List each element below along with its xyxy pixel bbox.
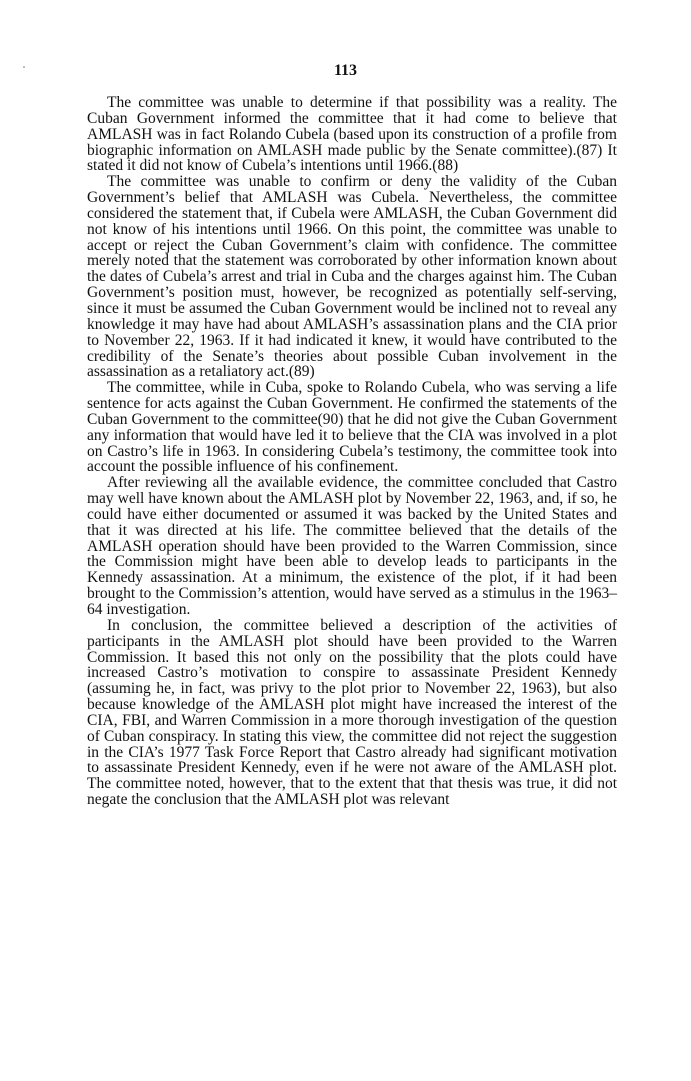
paragraph: The committee was unable to confirm or deny the validity of the Cuban Government’s belief that AMLASH was Cubela. Nevertheless, the committee considered the statement that, if Cubela were AMLASH, the Cuban Government did not know of his intentions until 1966. On this point, the committee was unable to accept or reject the Cuban Government’s claim with confidence. The committee merely noted that the statement was corroborated by other information known about the dates of Cubela’s arrest and trial in Cuba and the charges against him. The Cuban Government’s position must, however, be recognized as potentially self-serving, since it must be assumed the Cuban Government would be inclined not to reveal any knowledge it may have had about AMLASH’s assassination plans and the CIA prior to November 22, 1963. If it had indicated it knew, it would have contributed to the credibility of the Senate’s theories about possible Cuban involvement in the assassination as a retaliatory act.(89) (87, 173, 617, 381)
paragraph: After reviewing all the available evidence, the committee concluded that Castro may well have known about the AMLASH plot by November 22, 1963, and, if so, he could have either documented or assumed it was backed by the United States and that it was directed at his life. The committee believed that the details of the AMLASH operation should have been provided to the Warren Commission, since the Commission might have been able to develop leads to participants in the Kennedy assassination. At a minimum, the existence of the plot, if it had been brought to the Commission’s attention, would have served as a stimulus in the 1963–64 investigation. (87, 474, 617, 618)
paragraph: The committee, while in Cuba, spoke to Rolando Cubela, who was serving a life sentence for acts against the Cuban Government. He confirmed the statements of the Cuban Government to the committee(90) that he did not give the Cuban Government any information that would have led it to believe that the CIA was involved in a plot on Castro’s life in 1963. In considering Cubela’s testimony, the committee took into account the possible influence of his confinement. (87, 379, 617, 476)
body-text (87, 95, 617, 808)
paragraph: In conclusion, the committee believed a description of the activities of participants in the AMLASH plot should have been provided to the Warren Commission. It based this not only on the possibility that the plots could have increased Castro’s motivation to conspire to assassinate President Kennedy (assuming he, in fact, was privy to the plot prior to November 22, 1963), but also because knowledge of the AMLASH plot might have increased the interest of the CIA, FBI, and Warren Commission in a more thorough investigation of the question of Cuban conspiracy. In stating this view, the committee did not reject the suggestion in the CIA’s 1977 Task Force Report that Castro already had significant motivation to assassinate President Kennedy, even if he were not aware of the AMLASH plot. The committee noted, however, that to the extent that that thesis was true, it did not negate the conclusion that the AMLASH plot was relevant (87, 616, 617, 809)
page-number: 113 (333, 62, 358, 79)
paragraph: The committee was unable to determine if that possibility was a reality. The Cuban Government informed the committee that it had come to believe that AMLASH was in fact Rolando Cubela (based upon its construction of a profile from biographic information on AMLASH made public by the Senate committee).(87) It stated it did not know of Cubela’s intentions until 1966.(88) (87, 94, 617, 175)
